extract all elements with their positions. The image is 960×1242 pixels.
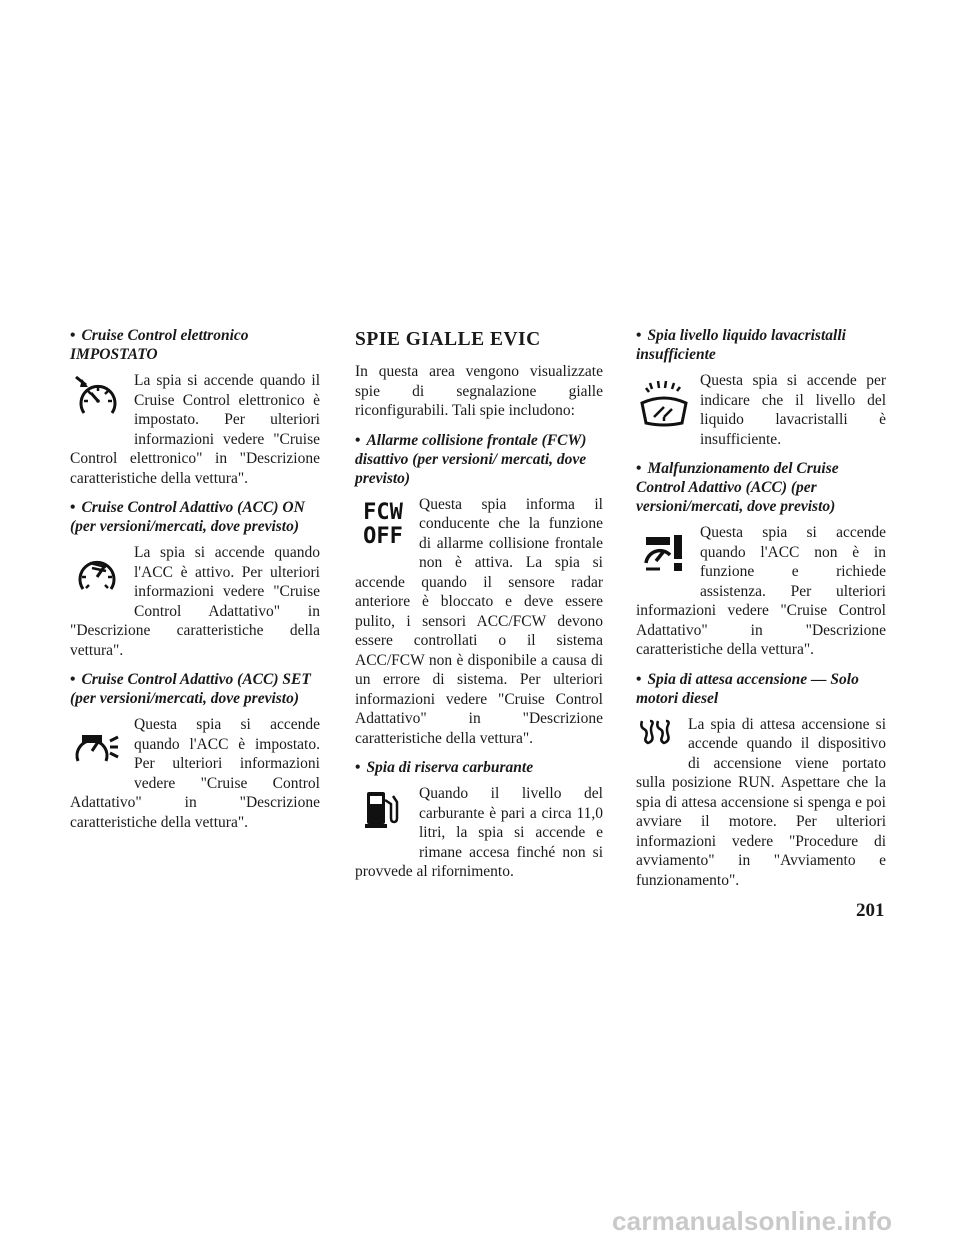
column-1: [70, 326, 320, 842]
glow-plug-icon: [636, 717, 680, 757]
section-intro: In questa area vengono visualizzate spie di segnalazione gialle riconfigurabili. Tali spie includono:: [355, 363, 603, 419]
entry-heading: • Cruise Control elettronico IMPOSTATO: [70, 327, 249, 363]
column-3: [636, 326, 886, 900]
entry-heading: • Spia livello liquido lavacristalli insufficiente: [636, 327, 846, 363]
entry-heading: • Cruise Control Adattivo (ACC) ON (per versioni/mercati, dove previsto): [70, 499, 305, 535]
entry-heading: • Cruise Control Adattivo (ACC) SET (per versioni/mercati, dove previsto): [70, 671, 311, 707]
fuel-pump-icon: [355, 786, 411, 844]
entry-paragraph: Questa spia si accende quando l'ACC non è in funzione e richiede assistenza. Per ulteriori informazioni vedere "Cruise Control Adattativo" in "Descrizione caratteristiche della vettura".: [636, 524, 886, 658]
entry-paragraph: Questa spia si accende quando l'ACC è impostato. Per ulteriori informazioni vedere "Cruise Control Adattativo" in "Descrizione caratteristiche della vettura".: [70, 716, 320, 831]
acc-on-icon: [70, 545, 126, 617]
entry-paragraph: Quando il livello del carburante è pari a circa 11,0 litri, la spia si accende e rimane accesa finché non si provvede al rifornimento.: [355, 785, 603, 880]
acc-set-icon: [70, 717, 126, 789]
column-2: [355, 326, 603, 892]
entry-paragraph: Questa spia si accende per indicare che il livello del liquido lavacristalli è insufficiente.: [636, 371, 886, 449]
entry-paragraph: FCW OFF Questa spia informa il conducente che la funzione di allarme collisione frontale non è attiva. La spia si accende quando il sensore radar anteriore è bloccato e deve essere pulito, i sensori ACC/FCW devono essere controllati o il sistema ACC/FCW non è disponibile a causa di un errore di sistema. Per ulteriori informazioni vedere "Cruise Control Adattativo" in "Descrizione caratteristiche della vettura".: [355, 495, 603, 747]
entry-heading: • Malfunzionamento del Cruise Control Adattivo (ACC) (per versioni/mercati, dove previsto): [636, 460, 839, 515]
page-number: 201: [856, 900, 885, 921]
acc-fault-icon: [636, 525, 692, 597]
entry-paragraph: La spia si accende quando il Cruise Control elettronico è impostato. Per ulteriori informazioni vedere "Cruise Control elettronico" in "Descrizione caratteristiche della vettura".: [70, 372, 320, 487]
washer-fluid-icon: [636, 373, 692, 445]
entry-paragraph: La spia si accende quando l'ACC è attivo. Per ulteriori informazioni vedere "Cruise Control Adattativo" in "Descrizione caratteristiche della vettura".: [70, 544, 320, 659]
entry-heading: • Spia di attesa accensione — Solo motori diesel: [636, 670, 859, 707]
entry-paragraph: La spia di attesa accensione si accende quando il dispositivo di accensione viene portato sulla posizione RUN. Aspettare che la spia di attesa accensione si spenga e poi avviare il motore. Per ulteriori informazioni vedere "Procedure di avviamento" in "Avviamento e funzionamento".: [636, 715, 886, 889]
off-icon-label: OFF: [363, 523, 403, 549]
entry-heading: • Spia di riserva carburante: [355, 759, 534, 776]
watermark: carmanualsonline.info: [612, 1206, 893, 1236]
section-title: SPIE GIALLE EVIC: [355, 329, 541, 350]
fcw-off-icon: [355, 497, 411, 569]
entry-heading: • Allarme collisione frontale (FCW) disattivo (per versioni/ mercati, dove previsto): [355, 431, 587, 487]
fcw-icon-label: FCW: [363, 499, 403, 525]
cruise-control-set-icon: [70, 373, 126, 445]
